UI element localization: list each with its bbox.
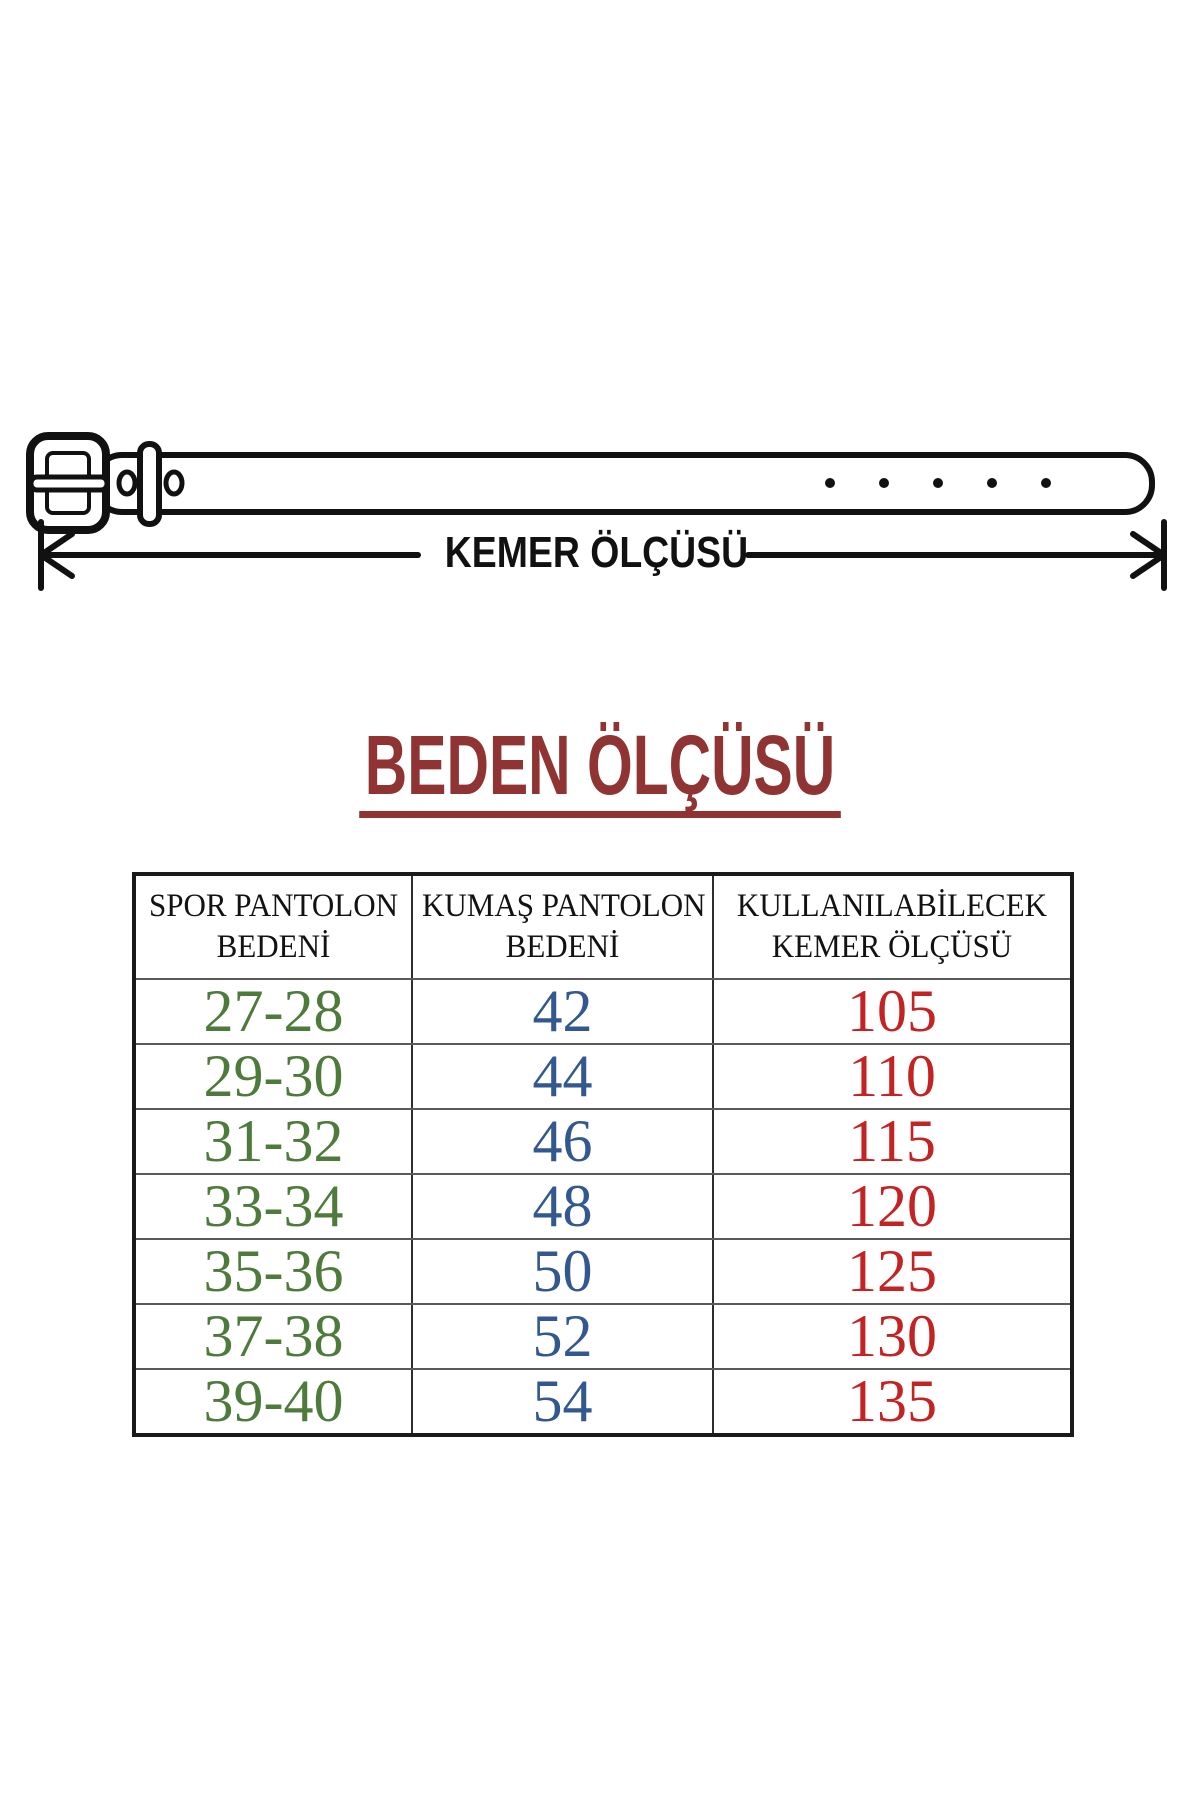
table-row: [134, 1174, 1072, 1239]
header-line: KUMAŞ PANTOLON: [421, 888, 706, 924]
size-table: [132, 872, 1074, 1437]
cell-fabric-size: 42: [412, 979, 713, 1044]
cell-sport-size: 31-32: [134, 1109, 412, 1174]
cell-fabric-size: 50: [412, 1239, 713, 1304]
cell-fabric-size: 44: [412, 1044, 713, 1109]
cell-sport-size: 29-30: [134, 1044, 412, 1109]
table-row: [134, 1304, 1072, 1369]
cell-belt-size: 130: [713, 1304, 1072, 1369]
belt-keeper-loop: [140, 444, 159, 524]
cell-belt-size: 120: [713, 1174, 1072, 1239]
header-line: SPOR PANTOLON: [148, 888, 399, 924]
page-title-text: BEDEN ÖLÇÜSÜ: [359, 722, 841, 818]
cell-belt-size: 125: [713, 1239, 1072, 1304]
col-header-fabric-pants: [412, 874, 713, 979]
table-row: [134, 1109, 1072, 1174]
header-line: KULLANILABİLECEK: [736, 888, 1048, 924]
cell-belt-size: 135: [713, 1369, 1072, 1435]
table-row: [134, 1044, 1072, 1109]
cell-sport-size: 37-38: [134, 1304, 412, 1369]
belt-measure-label-text: KEMER ÖLÇÜSÜ: [444, 528, 749, 577]
cell-belt-size: 115: [713, 1109, 1072, 1174]
header-line: BEDENİ: [505, 929, 620, 965]
cell-sport-size: 39-40: [134, 1369, 412, 1435]
belt-hole-2: [166, 472, 182, 494]
col-header-sport-pants: [134, 874, 412, 979]
cell-belt-size: 110: [713, 1044, 1072, 1109]
header-line: BEDENİ: [216, 929, 331, 965]
belt-measure-label: [418, 525, 748, 581]
cell-sport-size: 35-36: [134, 1239, 412, 1304]
page-title: [0, 718, 1200, 818]
cell-sport-size: 33-34: [134, 1174, 412, 1239]
table-row: [134, 1369, 1072, 1435]
cell-fabric-size: 46: [412, 1109, 713, 1174]
table-row: [134, 979, 1072, 1044]
belt-buckle-prong: [31, 477, 107, 490]
cell-fabric-size: 52: [412, 1304, 713, 1369]
cell-sport-size: 27-28: [134, 979, 412, 1044]
belt-illustration: [0, 350, 1200, 650]
cell-belt-size: 105: [713, 979, 1072, 1044]
belt-hole-1: [119, 472, 135, 494]
table-header-row: [134, 874, 1072, 979]
cell-fabric-size: 54: [412, 1369, 713, 1435]
header-line: KEMER ÖLÇÜSÜ: [771, 929, 1013, 965]
table-row: [134, 1239, 1072, 1304]
col-header-belt-size: [713, 874, 1072, 979]
cell-fabric-size: 48: [412, 1174, 713, 1239]
